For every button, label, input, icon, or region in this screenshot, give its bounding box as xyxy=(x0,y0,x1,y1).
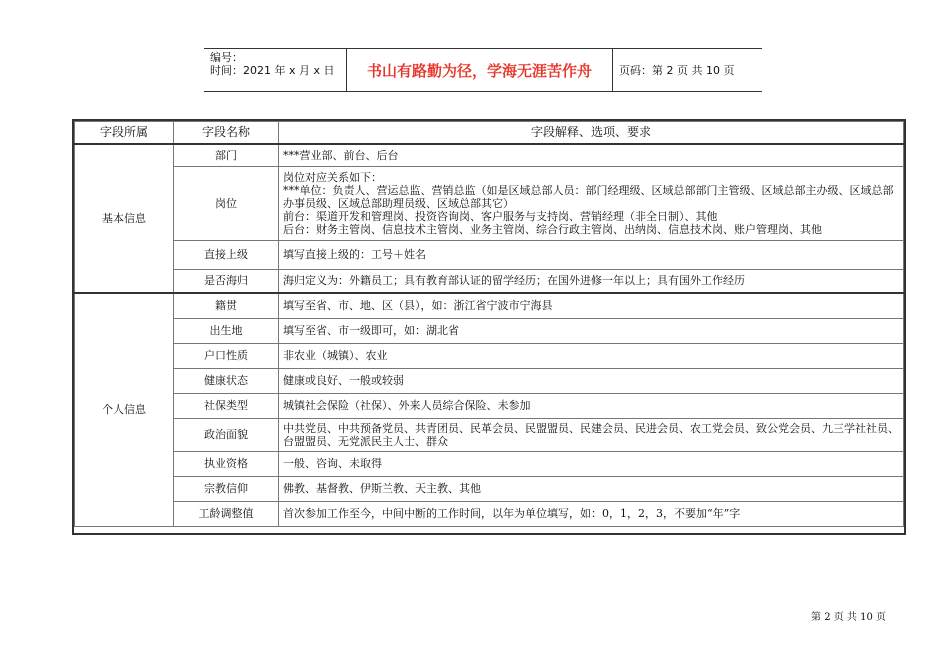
desc-line: 后台：财务主管岗、信息技术主管岗、业务主管岗、综合行政主管岗、出纳岗、信息技术岗、账户管理岗、其他 xyxy=(283,222,822,236)
table-row xyxy=(75,343,904,368)
field-desc: 健康或良好、一般或较弱 xyxy=(279,368,904,393)
col-header-group: 字段所属 xyxy=(75,122,174,145)
table-header-row xyxy=(75,122,904,145)
number-label: 编号： xyxy=(210,51,243,64)
table-row xyxy=(75,451,904,476)
field-desc: 填写至省、市一级即可，如：湖北省 xyxy=(279,318,904,343)
field-desc: 海归定义为：外籍员工；具有教育部认证的留学经历；在国外进修一年以上；具有国外工作经历 xyxy=(279,269,904,293)
table-row xyxy=(75,476,904,501)
field-desc: 城镇社会保险（社保）、外来人员综合保险、未参加 xyxy=(279,393,904,418)
desc-line: 岗位对应关系如下： xyxy=(283,170,382,184)
field-name: 健康状态 xyxy=(174,368,279,393)
field-name: 出生地 xyxy=(174,318,279,343)
table-row xyxy=(75,418,904,451)
field-desc: 非农业（城镇）、农业 xyxy=(279,343,904,368)
col-header-desc: 字段解释、选项、要求 xyxy=(279,122,904,145)
document-header xyxy=(204,48,762,92)
field-name: 直接上级 xyxy=(174,240,279,269)
table-row xyxy=(75,269,904,293)
motto: 书山有路勤为径，学海无涯苦作舟 xyxy=(347,49,613,91)
page-label: 页码：第 2 页 共 10 页 xyxy=(619,64,735,77)
field-name: 籍贯 xyxy=(174,293,279,318)
field-desc: ***营业部、前台、后台 xyxy=(279,144,904,166)
field-name: 岗位 xyxy=(174,166,279,240)
field-table xyxy=(72,119,906,535)
table-row xyxy=(75,144,904,166)
field-name: 是否海归 xyxy=(174,269,279,293)
field-name: 执业资格 xyxy=(174,451,279,476)
table-row xyxy=(75,166,904,240)
group-cell: 基本信息 xyxy=(75,144,174,293)
field-name: 部门 xyxy=(174,144,279,166)
group-cell: 个人信息 xyxy=(75,293,174,526)
table-row xyxy=(75,318,904,343)
field-desc: 首次参加工作至今，中间中断的工作时间，以年为单位填写，如：0，1，2，3，不要加“年”字 xyxy=(279,501,904,526)
table-row xyxy=(75,368,904,393)
field-desc: 佛教、基督教、伊斯兰教、天主教、其他 xyxy=(279,476,904,501)
table-row xyxy=(75,501,904,526)
page-footer: 第 2 页 共 10 页 xyxy=(811,612,886,623)
table-row xyxy=(75,293,904,318)
field-name: 政治面貌 xyxy=(174,418,279,451)
table-row xyxy=(75,393,904,418)
field-desc: 中共党员、中共预备党员、共青团员、民革会员、民盟盟员、民建会员、民进会员、农工党会员、致公党会员、九三学社社员、台盟盟员、无党派民主人士、群众 xyxy=(279,418,904,451)
time-label: 时间：2021 年 x 月 x 日 xyxy=(210,64,335,77)
field-name: 宗教信仰 xyxy=(174,476,279,501)
field-name: 社保类型 xyxy=(174,393,279,418)
table-row xyxy=(75,240,904,269)
field-desc: 一般、咨询、未取得 xyxy=(279,451,904,476)
field-desc: 填写至省、市、地、区（县），如：浙江省宁波市宁海县 xyxy=(279,293,904,318)
desc-line: 前台：渠道开发和管理岗、投资咨询岗、客户服务与支持岗、营销经理（非全日制）、其他 xyxy=(283,209,718,223)
header-meta xyxy=(204,49,347,91)
desc-line: ***单位：负责人、营运总监、营销总监（如是区域总部人员：部门经理级、区域总部部门主管级、区域总部主办级、区域总部办事员级、区域总部助理员级、区域总部其它） xyxy=(283,183,894,210)
field-desc xyxy=(279,166,904,240)
col-header-name: 字段名称 xyxy=(174,122,279,145)
field-desc: 填写直接上级的：工号＋姓名 xyxy=(279,240,904,269)
field-name: 户口性质 xyxy=(174,343,279,368)
field-name: 工龄调整值 xyxy=(174,501,279,526)
